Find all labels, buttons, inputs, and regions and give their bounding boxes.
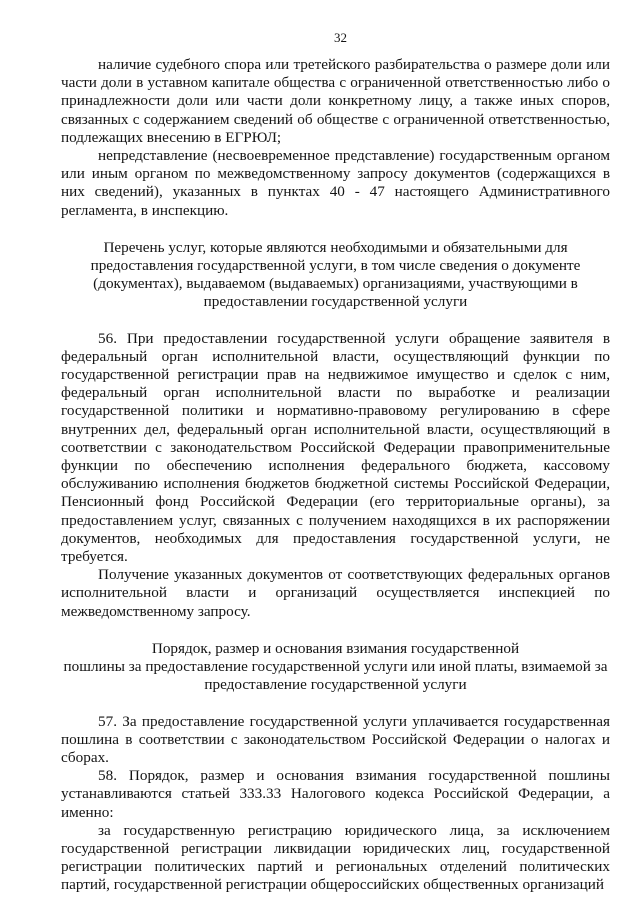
heading-line: пошлины за предоставление государственной услуги или иной платы, взимаемой за (63, 658, 608, 676)
heading-line: (документах), выдаваемом (выдаваемых) организациями, участвующими в (93, 275, 578, 293)
page-number: 32 (334, 30, 347, 45)
paragraph-dispute-clause: наличие судебного спора или третейского разбирательства о размере доли или части доли в уставном капитале общества с ограниченной ответственностью либо о принадлежности доли или части доли конкретному лицу, а также иных споров, связанных с содержанием сведений об обществе с ограниченной ответственностью, подлежащих внесению в ЕГРЮЛ; (61, 56, 610, 146)
paragraph-registration-fee: за государственную регистрацию юридического лица, за исключением государственной регистрации ликвидации юридических лиц, государственной регистрации политических партий и региональных отделений политических партий, государственной регистрации общероссийских общественных организаций (61, 821, 610, 894)
heading-line: предоставлении государственной услуги (203, 293, 468, 311)
heading-line: предоставления государственной услуги, в том числе сведения о документе (90, 257, 581, 275)
paragraph-nonsubmission-clause: непредставление (несвоевременное представление) государственным органом или иным органом по межведомственному запросу документов (содержащихся в них сведений), указанных в пунктах 40 - 47 настоящего Административного регламента, в инспекцию. (61, 147, 610, 219)
heading-line: предоставление государственной услуги (204, 676, 467, 694)
paragraph-item-58: 58. Порядок, размер и основания взимания государственной пошлины устанавливаются статьей 333.33 Налогового кодекса Российской Федерации, а именно: (61, 767, 610, 821)
paragraph-interagency-request: Получение указанных документов от соответствующих федеральных органов исполнительной власти и организаций осуществляется инспекцией по межведомственному запросу. (61, 566, 610, 620)
section-heading-required-services (61, 239, 610, 312)
paragraph-item-57: 57. За предоставление государственной услуги уплачивается государственная пошлина в соответствии с законодательством Российской Федерации о налогах и сборах. (61, 712, 610, 766)
section-heading-state-fee (61, 640, 610, 695)
heading-line: Перечень услуг, которые являются необходимыми и обязательными для (103, 238, 568, 256)
heading-line: Порядок, размер и основания взимания государственной (151, 639, 520, 657)
paragraph-item-56: 56. При предоставлении государственной услуги обращение заявителя в федеральный орган исполнительной власти, осуществляющий функции по государственной регистрации прав на недвижимое имущество и сделок с ним, федеральный орган исполнительной власти по выработке и реализации государственной политики и нормативно-правовому регулированию в сфере внутренних дел, федеральный орган исполнительной власти, осуществляющий в соответствии с законодательством Российской Федерации правоприменительные функции по обеспечению исполнения федерального бюджета, кассовому обслуживанию исполнения бюджетов бюджетной системы Российской Федерации, Пенсионный фонд Российской Федерации (его территориальные органы), за предоставлением услуг, связанных с получением находящихся в их распоряжении документов, необходимых для предоставления государственной услуги, не требуется. (61, 329, 610, 566)
